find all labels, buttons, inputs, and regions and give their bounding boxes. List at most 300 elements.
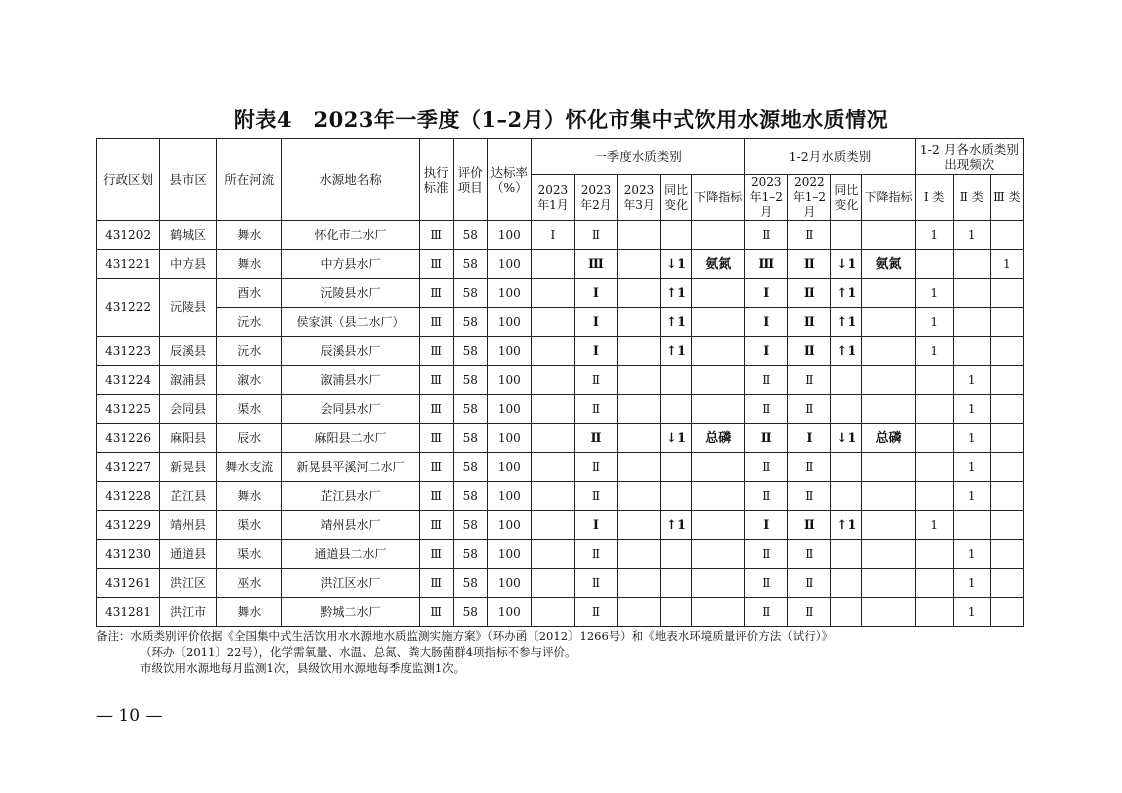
cell-f2: 1	[953, 482, 990, 511]
col-m12-2022: 2022 年1–2 月	[788, 175, 831, 221]
cell-std: Ⅲ	[419, 511, 453, 540]
cell-code: 431228	[97, 482, 160, 511]
cell-c23: Ⅱ	[745, 395, 788, 424]
cell-std: Ⅲ	[419, 337, 453, 366]
cell-rate: 100	[487, 424, 531, 453]
cell-rate: 100	[487, 279, 531, 308]
cell-f3: 1	[990, 250, 1023, 279]
cell-items: 58	[453, 250, 487, 279]
cell-river: 舞水	[217, 250, 282, 279]
cell-yoy	[661, 598, 692, 627]
cell-f1: 1	[915, 221, 953, 250]
cell-f3	[990, 221, 1023, 250]
cell-county: 中方县	[160, 250, 217, 279]
cell-yoy2: ↓1	[831, 250, 862, 279]
col-standard: 执行标准	[419, 139, 453, 221]
col-source: 水源地名称	[282, 139, 419, 221]
cell-drop2	[862, 337, 915, 366]
cell-c23: Ⅱ	[745, 482, 788, 511]
cell-source: 洪江区水厂	[282, 569, 419, 598]
cell-c22: Ⅱ	[788, 250, 831, 279]
cell-river: 溆水	[217, 366, 282, 395]
cell-county: 新晃县	[160, 453, 217, 482]
cell-yoy	[661, 366, 692, 395]
cell-std: Ⅲ	[419, 424, 453, 453]
col-rate: 达标率（%）	[487, 139, 531, 221]
cell-yoy: ↑1	[661, 337, 692, 366]
cell-f2: 1	[953, 366, 990, 395]
footnote-line-3: 市级饮用水源地每月监测1次，县级饮用水源地每季度监测1次。	[140, 661, 466, 675]
cell-yoy2	[831, 540, 862, 569]
col-freq-1: Ⅰ 类	[915, 175, 953, 221]
cell-f2: 1	[953, 221, 990, 250]
cell-f3	[990, 569, 1023, 598]
cell-drop: 氨氮	[692, 250, 745, 279]
cell-river: 渠水	[217, 511, 282, 540]
cell-yoy2	[831, 453, 862, 482]
cell-river: 辰水	[217, 424, 282, 453]
cell-f3	[990, 424, 1023, 453]
cell-drop	[692, 221, 745, 250]
cell-f3	[990, 395, 1023, 424]
cell-feb: Ⅱ	[574, 569, 617, 598]
page-number: — 10 —	[96, 706, 163, 726]
cell-jan	[531, 569, 574, 598]
cell-river: 舞水	[217, 598, 282, 627]
cell-source: 麻阳县二水厂	[282, 424, 419, 453]
cell-jan	[531, 598, 574, 627]
cell-f3	[990, 511, 1023, 540]
cell-code: 431202	[97, 221, 160, 250]
cell-items: 58	[453, 540, 487, 569]
cell-river: 巫水	[217, 569, 282, 598]
cell-jan	[531, 250, 574, 279]
table-row	[97, 308, 1024, 337]
cell-river: 酉水	[217, 279, 282, 308]
table-row	[97, 366, 1024, 395]
cell-c22: Ⅱ	[788, 395, 831, 424]
cell-rate: 100	[487, 221, 531, 250]
cell-std: Ⅲ	[419, 395, 453, 424]
cell-county: 辰溪县	[160, 337, 217, 366]
cell-f1	[915, 482, 953, 511]
cell-feb: Ⅱ	[574, 540, 617, 569]
col-group-freq: 1-2 月各水质类别出现频次	[915, 139, 1023, 175]
cell-c23: Ⅱ	[745, 366, 788, 395]
cell-c22: Ⅰ	[788, 424, 831, 453]
cell-yoy: ↑1	[661, 279, 692, 308]
cell-drop2	[862, 540, 915, 569]
cell-river: 沅水	[217, 337, 282, 366]
cell-c23: Ⅰ	[745, 279, 788, 308]
col-freq-2: Ⅱ 类	[953, 175, 990, 221]
cell-river: 渠水	[217, 540, 282, 569]
cell-source: 沅陵县水厂	[282, 279, 419, 308]
cell-drop	[692, 598, 745, 627]
cell-f3	[990, 453, 1023, 482]
table-row	[97, 337, 1024, 366]
cell-f1	[915, 453, 953, 482]
cell-river: 沅水	[217, 308, 282, 337]
cell-code: 431223	[97, 337, 160, 366]
cell-mar	[618, 366, 661, 395]
cell-c22: Ⅱ	[788, 279, 831, 308]
cell-drop	[692, 453, 745, 482]
col-group-q1: 一季度水质类别	[531, 139, 744, 175]
cell-c23: Ⅱ	[745, 453, 788, 482]
cell-drop: 总磷	[692, 424, 745, 453]
cell-feb: Ⅰ	[574, 511, 617, 540]
cell-yoy: ↓1	[661, 250, 692, 279]
table-row	[97, 395, 1024, 424]
col-q1-mar: 2023 年3月	[618, 175, 661, 221]
cell-code: 431224	[97, 366, 160, 395]
cell-f1	[915, 395, 953, 424]
cell-mar	[618, 308, 661, 337]
cell-items: 58	[453, 366, 487, 395]
col-m12-drop: 下降指标	[862, 175, 915, 221]
cell-feb: Ⅰ	[574, 279, 617, 308]
cell-feb: Ⅱ	[574, 424, 617, 453]
cell-yoy2: ↓1	[831, 424, 862, 453]
cell-f1	[915, 366, 953, 395]
cell-f1	[915, 250, 953, 279]
cell-county: 洪江区	[160, 569, 217, 598]
cell-mar	[618, 221, 661, 250]
cell-f2	[953, 511, 990, 540]
cell-yoy2	[831, 569, 862, 598]
cell-std: Ⅲ	[419, 250, 453, 279]
cell-std: Ⅲ	[419, 598, 453, 627]
table-row	[97, 250, 1024, 279]
cell-county: 芷江县	[160, 482, 217, 511]
water-quality-table	[96, 138, 1024, 627]
table-row	[97, 569, 1024, 598]
cell-drop	[692, 540, 745, 569]
cell-items: 58	[453, 395, 487, 424]
cell-items: 58	[453, 569, 487, 598]
cell-source: 溆浦县水厂	[282, 366, 419, 395]
cell-f3	[990, 308, 1023, 337]
cell-feb: Ⅱ	[574, 598, 617, 627]
col-q1-jan: 2023 年1月	[531, 175, 574, 221]
col-district: 行政区划	[97, 139, 160, 221]
table-row	[97, 540, 1024, 569]
cell-rate: 100	[487, 540, 531, 569]
cell-std: Ⅲ	[419, 308, 453, 337]
cell-rate: 100	[487, 395, 531, 424]
cell-c22: Ⅱ	[788, 337, 831, 366]
table-row	[97, 598, 1024, 627]
col-q1-yoy: 同比变化	[661, 175, 692, 221]
cell-c22: Ⅱ	[788, 540, 831, 569]
cell-mar	[618, 279, 661, 308]
cell-rate: 100	[487, 569, 531, 598]
cell-feb: Ⅱ	[574, 395, 617, 424]
table-row	[97, 511, 1024, 540]
footnote-line-2: （环办〔2011〕22号），化学需氧量、水温、总氮、粪大肠菌群4项指标不参与评价。	[140, 645, 577, 659]
col-county: 县市区	[160, 139, 217, 221]
cell-code: 431227	[97, 453, 160, 482]
cell-jan	[531, 395, 574, 424]
cell-items: 58	[453, 598, 487, 627]
table-row	[97, 482, 1024, 511]
cell-mar	[618, 482, 661, 511]
cell-f1	[915, 598, 953, 627]
cell-f1	[915, 424, 953, 453]
cell-f2	[953, 279, 990, 308]
cell-mar	[618, 395, 661, 424]
cell-drop2	[862, 569, 915, 598]
cell-c23: Ⅰ	[745, 337, 788, 366]
col-river: 所在河流	[217, 139, 282, 221]
col-m12-yoy: 同比变化	[831, 175, 862, 221]
cell-mar	[618, 424, 661, 453]
cell-mar	[618, 569, 661, 598]
cell-f3	[990, 598, 1023, 627]
cell-f2: 1	[953, 453, 990, 482]
cell-f3	[990, 366, 1023, 395]
cell-c22: Ⅱ	[788, 453, 831, 482]
cell-jan	[531, 511, 574, 540]
cell-drop2	[862, 308, 915, 337]
cell-river: 渠水	[217, 395, 282, 424]
header-row	[97, 139, 1024, 175]
col-m12-2023: 2023 年1–2 月	[745, 175, 788, 221]
cell-county: 会同县	[160, 395, 217, 424]
cell-mar	[618, 250, 661, 279]
cell-feb: Ⅱ	[574, 453, 617, 482]
cell-river: 舞水	[217, 221, 282, 250]
cell-rate: 100	[487, 250, 531, 279]
cell-feb: Ⅲ	[574, 250, 617, 279]
cell-drop2	[862, 511, 915, 540]
cell-drop2	[862, 395, 915, 424]
cell-items: 58	[453, 511, 487, 540]
cell-yoy	[661, 482, 692, 511]
cell-items: 58	[453, 308, 487, 337]
cell-jan	[531, 424, 574, 453]
cell-yoy2: ↑1	[831, 279, 862, 308]
cell-c23: Ⅱ	[745, 569, 788, 598]
cell-county: 靖州县	[160, 511, 217, 540]
cell-items: 58	[453, 453, 487, 482]
cell-source: 靖州县水厂	[282, 511, 419, 540]
cell-mar	[618, 598, 661, 627]
cell-c22: Ⅱ	[788, 598, 831, 627]
cell-std: Ⅲ	[419, 569, 453, 598]
cell-rate: 100	[487, 453, 531, 482]
cell-source: 辰溪县水厂	[282, 337, 419, 366]
cell-drop2	[862, 279, 915, 308]
cell-yoy	[661, 569, 692, 598]
cell-mar	[618, 453, 661, 482]
cell-feb: Ⅱ	[574, 366, 617, 395]
cell-drop	[692, 569, 745, 598]
cell-source: 通道县二水厂	[282, 540, 419, 569]
cell-yoy2: ↑1	[831, 511, 862, 540]
cell-f1: 1	[915, 308, 953, 337]
page-title: 附表4 2023年一季度（1–2月）怀化市集中式饮用水源地水质情况	[233, 107, 889, 132]
cell-f1: 1	[915, 279, 953, 308]
cell-river: 舞水	[217, 482, 282, 511]
cell-feb: Ⅱ	[574, 221, 617, 250]
cell-c23: Ⅱ	[745, 424, 788, 453]
cell-source: 中方县水厂	[282, 250, 419, 279]
cell-f2	[953, 250, 990, 279]
cell-std: Ⅲ	[419, 482, 453, 511]
table-row	[97, 221, 1024, 250]
table-row	[97, 279, 1024, 308]
cell-f2	[953, 337, 990, 366]
cell-source: 黔城二水厂	[282, 598, 419, 627]
cell-std: Ⅲ	[419, 540, 453, 569]
footnote	[96, 628, 833, 676]
cell-std: Ⅲ	[419, 221, 453, 250]
cell-c23: Ⅰ	[745, 511, 788, 540]
cell-c23: Ⅱ	[745, 540, 788, 569]
cell-drop2	[862, 453, 915, 482]
cell-items: 58	[453, 221, 487, 250]
cell-yoy	[661, 221, 692, 250]
cell-county: 洪江市	[160, 598, 217, 627]
cell-drop	[692, 482, 745, 511]
cell-f2: 1	[953, 598, 990, 627]
cell-yoy: ↑1	[661, 308, 692, 337]
cell-c22: Ⅱ	[788, 308, 831, 337]
cell-jan	[531, 279, 574, 308]
cell-c23: Ⅲ	[745, 250, 788, 279]
col-freq-3: Ⅲ 类	[990, 175, 1023, 221]
cell-code: 431230	[97, 540, 160, 569]
cell-yoy2	[831, 482, 862, 511]
cell-f2: 1	[953, 395, 990, 424]
footnote-line-1: 备注：水质类别评价依据《全国集中式生活饮用水水源地水质监测实施方案》（环办函〔2012〕1266号）和《地表水环境质量评价方法（试行）》	[96, 629, 834, 643]
cell-drop	[692, 337, 745, 366]
cell-f3	[990, 482, 1023, 511]
cell-source: 新晃县平溪河二水厂	[282, 453, 419, 482]
cell-feb: Ⅱ	[574, 482, 617, 511]
cell-mar	[618, 540, 661, 569]
cell-county: 沅陵县	[160, 279, 217, 337]
cell-f2: 1	[953, 569, 990, 598]
cell-rate: 100	[487, 482, 531, 511]
cell-source: 侯家淇（县二水厂）	[282, 308, 419, 337]
cell-yoy2	[831, 395, 862, 424]
cell-code: 431226	[97, 424, 160, 453]
cell-jan	[531, 482, 574, 511]
cell-code: 431225	[97, 395, 160, 424]
cell-c22: Ⅱ	[788, 221, 831, 250]
cell-drop	[692, 279, 745, 308]
cell-code: 431222	[97, 279, 160, 337]
cell-std: Ⅲ	[419, 366, 453, 395]
cell-source: 会同县水厂	[282, 395, 419, 424]
cell-yoy	[661, 395, 692, 424]
cell-county: 通道县	[160, 540, 217, 569]
cell-drop	[692, 308, 745, 337]
cell-jan: Ⅰ	[531, 221, 574, 250]
cell-f3	[990, 540, 1023, 569]
cell-feb: Ⅰ	[574, 337, 617, 366]
cell-rate: 100	[487, 598, 531, 627]
cell-yoy2	[831, 221, 862, 250]
cell-yoy	[661, 453, 692, 482]
cell-yoy: ↓1	[661, 424, 692, 453]
cell-drop	[692, 395, 745, 424]
cell-rate: 100	[487, 511, 531, 540]
cell-drop2	[862, 221, 915, 250]
cell-c22: Ⅱ	[788, 482, 831, 511]
cell-source: 芷江县水厂	[282, 482, 419, 511]
cell-c23: Ⅱ	[745, 598, 788, 627]
cell-f3	[990, 337, 1023, 366]
cell-f1: 1	[915, 337, 953, 366]
cell-code: 431229	[97, 511, 160, 540]
cell-code: 431261	[97, 569, 160, 598]
col-q1-feb: 2023 年2月	[574, 175, 617, 221]
cell-f3	[990, 279, 1023, 308]
cell-river: 舞水支流	[217, 453, 282, 482]
cell-drop2: 总磷	[862, 424, 915, 453]
cell-c22: Ⅱ	[788, 511, 831, 540]
cell-code: 431221	[97, 250, 160, 279]
cell-jan	[531, 453, 574, 482]
cell-f2	[953, 308, 990, 337]
cell-f1	[915, 569, 953, 598]
cell-feb: Ⅰ	[574, 308, 617, 337]
cell-c22: Ⅱ	[788, 366, 831, 395]
cell-jan	[531, 337, 574, 366]
cell-county: 鹤城区	[160, 221, 217, 250]
cell-jan	[531, 366, 574, 395]
cell-drop	[692, 511, 745, 540]
cell-mar	[618, 511, 661, 540]
cell-rate: 100	[487, 337, 531, 366]
cell-yoy2	[831, 366, 862, 395]
col-items: 评价项目	[453, 139, 487, 221]
cell-std: Ⅲ	[419, 453, 453, 482]
cell-items: 58	[453, 279, 487, 308]
cell-drop2	[862, 366, 915, 395]
cell-rate: 100	[487, 366, 531, 395]
cell-county: 溆浦县	[160, 366, 217, 395]
cell-c22: Ⅱ	[788, 569, 831, 598]
cell-f2: 1	[953, 540, 990, 569]
cell-county: 麻阳县	[160, 424, 217, 453]
cell-rate: 100	[487, 308, 531, 337]
cell-mar	[618, 337, 661, 366]
cell-source: 怀化市二水厂	[282, 221, 419, 250]
cell-yoy2: ↑1	[831, 308, 862, 337]
cell-jan	[531, 540, 574, 569]
cell-c23: Ⅰ	[745, 308, 788, 337]
cell-f1	[915, 540, 953, 569]
table-row	[97, 453, 1024, 482]
cell-std: Ⅲ	[419, 279, 453, 308]
col-q1-drop: 下降指标	[692, 175, 745, 221]
cell-items: 58	[453, 337, 487, 366]
cell-items: 58	[453, 424, 487, 453]
table-row	[97, 424, 1024, 453]
cell-f1: 1	[915, 511, 953, 540]
cell-yoy2	[831, 598, 862, 627]
cell-drop	[692, 366, 745, 395]
cell-drop2: 氨氮	[862, 250, 915, 279]
cell-drop2	[862, 598, 915, 627]
cell-yoy2: ↑1	[831, 337, 862, 366]
cell-items: 58	[453, 482, 487, 511]
